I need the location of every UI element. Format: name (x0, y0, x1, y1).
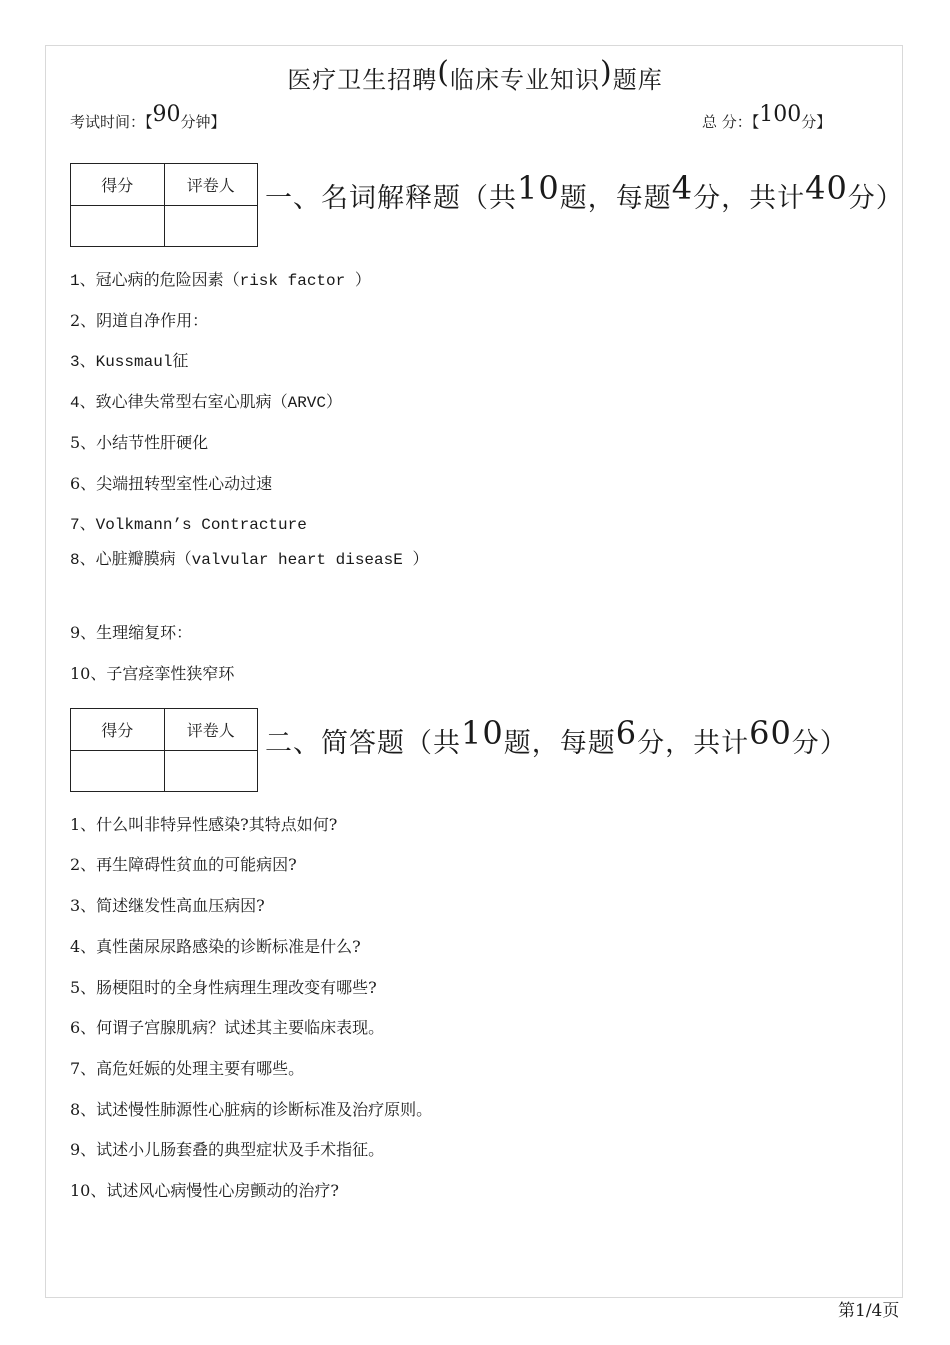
question-item: 7、Volkmann’s Contracture (70, 516, 307, 534)
grader-cell[interactable] (164, 750, 258, 792)
page-title (0, 55, 950, 96)
question-item: 8、试述慢性肺源性心脏病的诊断标准及治疗原则。 (70, 1100, 433, 1119)
exam-time-unit: 分钟】 (180, 113, 226, 131)
title-inner: 临床专业知识 (450, 66, 600, 94)
section2-mid1: 题，每题 (503, 728, 616, 759)
score-box-section2 (70, 708, 258, 792)
grader-label: 评卷人 (164, 709, 258, 751)
score-label: 得分 (71, 709, 165, 751)
question-item: 6、何谓子宫腺肌病？试述其主要临床表现。 (70, 1018, 385, 1037)
total-score-label: 总 分：【 (702, 113, 760, 131)
exam-time (70, 102, 226, 133)
question-item: 10、子宫痉挛性狭窄环 (70, 664, 235, 683)
question-item: 1、冠心病的危险因素（risk factor ） (70, 272, 371, 290)
section1-each: 4 (671, 169, 694, 207)
question-item: 6、尖端扭转型室性心动过速 (70, 474, 273, 493)
total-score-value: 100 (759, 102, 802, 127)
question-item: 2、阴道自净作用： (70, 311, 209, 330)
question-item: 9、生理缩复环： (70, 623, 193, 642)
page-number: 第1/4页 (838, 1301, 900, 1321)
score-label: 得分 (71, 164, 165, 206)
section1-heading (265, 169, 904, 215)
question-item: 4、致心律失常型右室心肌病（ARVC） (70, 394, 343, 412)
title-open-paren: ( (437, 55, 450, 90)
title-main: 医疗卫生招聘 (287, 66, 438, 94)
question-item: 8、心脏瓣膜病（valvular heart diseasE ） (70, 551, 429, 569)
exam-time-label: 考试时间：【 (70, 113, 153, 131)
section1-mid2: 分，共计 (693, 183, 806, 214)
score-box-section1 (70, 163, 258, 247)
total-score-unit: 分】 (801, 113, 832, 131)
title-suffix: 题库 (612, 66, 663, 94)
section1-mid1: 题，每题 (559, 183, 672, 214)
section2-count: 10 (461, 714, 504, 752)
score-cell[interactable] (71, 750, 165, 792)
total-score (702, 102, 832, 133)
section2-each: 6 (615, 714, 638, 752)
section1-end: 分） (847, 183, 904, 214)
title-close-paren: ) (600, 55, 613, 90)
exam-time-value: 90 (152, 102, 181, 127)
grader-cell[interactable] (164, 205, 258, 247)
section2-mid2: 分，共计 (637, 728, 750, 759)
score-cell[interactable] (71, 205, 165, 247)
question-item: 9、试述小儿肠套叠的典型症状及手术指征。 (70, 1140, 385, 1159)
question-item: 5、肠梗阻时的全身性病理生理改变有哪些? (70, 978, 377, 997)
section1-count: 10 (517, 169, 560, 207)
question-item: 7、高危妊娠的处理主要有哪些。 (70, 1059, 305, 1078)
section1-total: 40 (805, 169, 848, 207)
section2-heading-text: 二、简答题（共 (265, 728, 461, 759)
question-item: 1、什么叫非特异性感染?其特点如何? (70, 815, 338, 834)
question-item: 3、Kussmaul征 (70, 353, 189, 371)
section2-total: 60 (749, 714, 792, 752)
question-item: 10、试述风心病慢性心房颤动的治疗? (70, 1181, 339, 1200)
question-item: 4、真性菌尿尿路感染的诊断标准是什么? (70, 937, 361, 956)
grader-label: 评卷人 (164, 164, 258, 206)
question-item: 2、再生障碍性贫血的可能病因? (70, 855, 297, 874)
section2-end: 分） (791, 728, 848, 759)
question-item: 3、简述继发性高血压病因? (70, 896, 265, 915)
section1-heading-text: 一、名词解释题（共 (265, 183, 517, 214)
section2-heading (265, 714, 848, 760)
question-item: 5、小结节性肝硬化 (70, 433, 209, 452)
